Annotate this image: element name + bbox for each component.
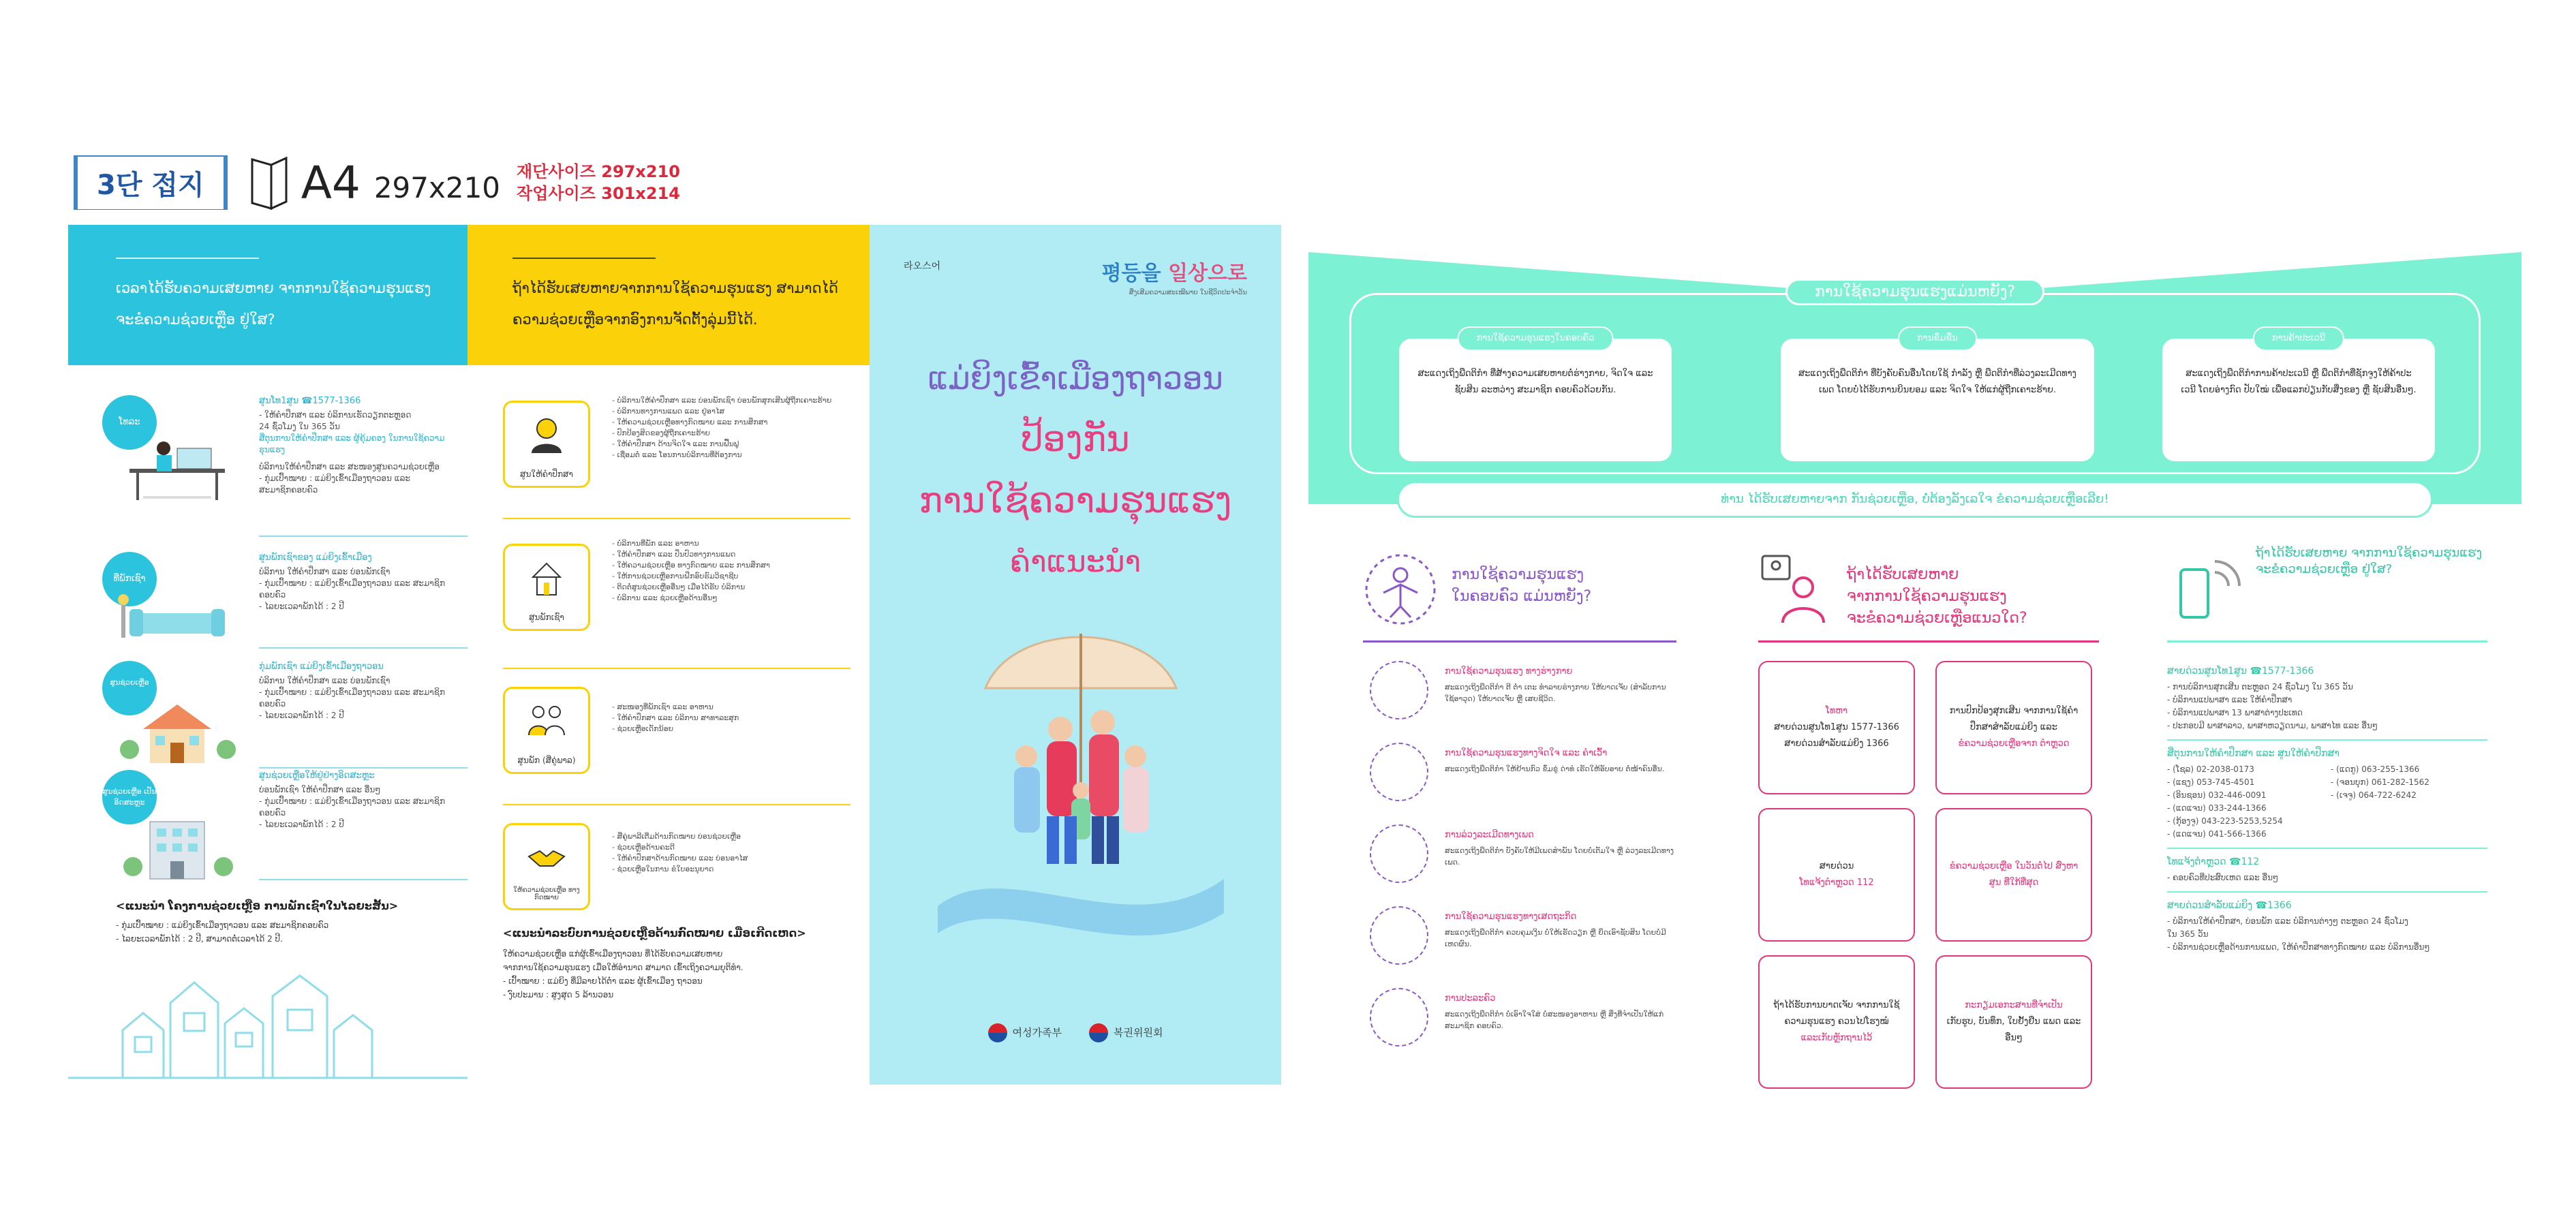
language-label: 라오스어 bbox=[904, 261, 941, 272]
service-independence: ສູນຊ່ວຍເຫຼືອ ເປັນອິດສະຫຼະ ສູນຊ່ວຍເຫຼືອໃຫ້ຢູ່ຢ່າງອິດສະຫຼະ ບ່ອນພັກເຊົາ ໃຫ້ຄຳປຶກສາ ແລະ ອື່ນໆ - ກຸ່ມເປົ້າໝາຍ : ແມ່ຍິງເຂົ້າເມືອງຖາວອນ ແລະ ສະມາຊິກຄອບຄົວ - ໄລຍະເວລາພັກໄດ້ : 2 ປີ bbox=[102, 770, 443, 893]
cover-title: ແມ່ຍິງເຂົ້າເມືອງຖາວອນ ປ້ອງກັນ ການໃຊ້ຄວາມຮຸນແຮງ ຄຳແນະນຳ bbox=[919, 360, 1232, 579]
phone-signal-icon bbox=[2167, 552, 2242, 627]
shelter-house-icon: ສູນພັກເຊົາ bbox=[503, 544, 590, 631]
type-neglect: ການປະລະຄົວ ສະແດງເຖິງພືດຕິກຳ ບໍ່ເອົາໃຈໃສ່ ບໍ່ສະໜອງອາຫານ ຫຼື ສິ່ງທີ່ຈຳເປັນໃຫ້ແກ່ສະມາຊິກ ຄອບຄົວ. bbox=[1363, 988, 1676, 1056]
help-box-documents: ກະກຽມເອກະສານທີ່ຈຳເປັນ ເກັບຮູບ, ບັນທຶກ, ໃບຢັ້ງຢືນ ແພດ ແລະ ອື່ນໆ bbox=[1935, 955, 2092, 1089]
trifold-icon bbox=[251, 155, 288, 210]
short-stay-note: <ແນະນຳ ໂຄງການຊ່ວຍເຫຼືອ ການພັກເຊົາໃນໄລຍະສັ້ນ> - ກຸ່ມເປົ້າໝາຍ : ແມ່ຍິງເຂົ້າເມືອງຖາວອນ ແລະ ສະມາຊິກຄອບຄົວ - ໄລຍະເວລາພັກໄດ້ : 2 ປີ, ສາມາດຕໍ່ເວລາໄດ້ 2 ປີ. bbox=[116, 899, 399, 944]
desk-worker-illustration bbox=[116, 428, 239, 503]
sexual-violence-icon bbox=[1370, 824, 1428, 883]
counselor-icon: ສູນໃຫ້ຄຳປຶກສາ bbox=[503, 401, 590, 488]
legal-support-note: <ແນະນຳລະບົບການຊ່ວຍເຫຼືອດ້ານກົດໝາຍ ເມື່ອເກີດເຫດ> ໃຫ້ຄວາມຊ່ວຍເຫຼືອ ແກ່ຜູ້ເຂົ້າເມືອງຖາວອນ ທີ່ໄດ້ຮັບຄວາມເສຍຫາຍ ຈາກການໃຊ້ຄວາມຮຸນແຮງ ເມື່ອໃຫ້ອຳນາດ ສາມາດ ເຂົ້າເຖິງຄວາມຍຸຕິທຳ. - ເປົ້າໝາຍ : ແມ່ຍິງ ທີ່ມີລາຍໄດ້ຕ່ຳ ແລະ ຜູ້ເຂົ້າເມືອງ ຖາວອນ - ງົບປະມານ : ສູງສຸດ 5 ລ້ານວອນ bbox=[503, 927, 806, 1000]
houses-line-art bbox=[68, 948, 467, 1085]
panel-where-to-get-help bbox=[68, 225, 467, 1085]
economic-violence-icon bbox=[1370, 906, 1428, 965]
service-shelter: ທີ່ພັກເຊົາ ສູນພັກເຊົາຂອງ ແມ່ຍິງເຂົ້າເມືອງ ບໍລິການ ໃຫ້ຄຳປຶກສາ ແລະ ບ່ອນພັກເຊົາ - ກຸ່ມເປົ້າໝາຍ : ແມ່ຍິງເຂົ້າເມືອງຖາວອນ ແລະ ສະມາຊິກຄອບຄົວ - ໄລຍະເວລາພັກໄດ້ : 2 ປີ bbox=[102, 552, 443, 661]
inner-sheet bbox=[1308, 225, 2521, 1085]
type-physical: ການໃຊ້ຄວາມຮຸນແຮງ ທາງຮ່າງກາຍ ສະແດງເຖິງພືດຕິກຳ ຕີ ຕໍ່າ ເຕະ ທຳລາຍຮ່າງກາຍ ໃຫ້ບາດເຈັບ (ສຳລັບການ ໃຊ້ອາວຸດ) ໃຫ້ບາດເຈັບ ຫຼື ເສຍຊີວິດ. bbox=[1363, 661, 1676, 729]
how-to-get-help: ຖ້າໄດ້ຮັບເສຍຫາຍ ຈາກການໃຊ້ຄວາມຮຸນແຮງ ຈະຂໍຄວາມຊ່ວຍເຫຼືອແນວໃດ? ໂທຫາ ສາຍດ່ວນສູນໂທ1ສູນ 1577-1366 ສາຍດ່ວນສຳລັບແມ່ຍິງ 1366 ການປົກປ້ອງສຸກເສີນ ຈາກການໃຊ້ຄຳ ປຶກສາສຳລັບແມ່ຍິງ ແລະ ຂໍຄວາມຊ່ວຍເຫຼືອຈາກ ຕຳຫຼວດ ສາຍດ່ວນ ໂທແຈ້ງຕຳຫຼວດ 112 ຂໍຄວາມຊ່ວຍເຫຼືອ ໃນວັນຕໍ່ໄປ ສົ່ງຫາ ສູນ ທີ່ໃກ້ທີ່ສຸດ ຖ້າໄດ້ຮັບການບາດເຈັບ ຈາກການໃຊ້ ຄວາມຮຸນແຮງ ຄວນໄປໂຮງໝໍ ແລະເກັບຫຼັກຖານໄວ້ ກະກຽມເອກະສານທີ່ຈຳເປັນ ເກັບຮູບ, ບັນທຶກ, ໃບຢັ້ງຢືນ ແພດ ແລະ ອື່ນໆ bbox=[1758, 545, 2099, 642]
panel2-header: ຖ້າໄດ້ຮັບເສຍຫາຍຈາກການໃຊ້ຄວາມຮຸນແຮງ ສາມາດໄດ້ຄວາມຊ່ວຍເຫຼືອຈາກອົງການຈັດຕັ້ງລຸ່ມນີ້ໄດ້. bbox=[467, 225, 870, 365]
card-sexual-violence: ການຂົ່ມຂືນ ສະແດງເຖິງພືດຕິກຳ ທີ່ບັງຄັບຄົນອື່ນໂດຍໃຊ້ ກຳລັງ ຫຼື ພືດຕິກຳທີ່ລ່ວງລະເມີດທາງເພດ ໂດຍບໍ່ໄດ້ຮັບການຍິນຍອມ ແລະ ຈິດໃຈ ໃຫ້ແກ່ຜູ້ຖືກເຄາະຮ້າຍ. bbox=[1781, 339, 2094, 461]
ministry-logos: 여성가족부 복권위원회 bbox=[870, 1023, 1281, 1042]
service-group-home: ສູນຊ່ວຍເຫຼືອ ກຸ່ມພັກເຊົາ ແມ່ຍິງເຂົ້າເມືອງຖາວອນ ບໍລິການ ໃຫ້ຄຳປຶກສາ ແລະ ບ່ອນພັກເຊົາ - ກຸ່ມເປົ້າໝາຍ : ແມ່ຍິງເຂົ້າເມືອງຖາວອນ ແລະ ສະມາຊິກຄອບຄົວ - ໄລຍະເວລາພັກໄດ້ : 2 ປີ bbox=[102, 661, 443, 777]
paper-size: A4 bbox=[301, 156, 361, 209]
definition-frame: ການໃຊ້ຄວາມຮຸນແຮງແມ່ນຫຍັງ? ການໃຊ້ຄວາມຮຸນແຮງໃນຄອບຄົວ ສະແດງເຖິງພືດຕິກຳ ທີ່ສ້າງຄວາມເສຍຫາຍຕໍ່ຮ່າງກາຍ, ຈິດໃຈ ແລະ ຊັບສິນ ລະຫວ່າງ ສະມາຊິກ ຄອບຄົວດ້ວຍກັນ. ການຂົ່ມຂືນ ສະແດງເຖິງພືດຕິກຳ ທີ່ບັງຄັບຄົນອື່ນໂດຍໃຊ້ ກຳລັງ ຫຼື ພືດຕິກຳທີ່ລ່ວງລະເມີດທາງເພດ ໂດຍບໍ່ໄດ້ຮັບການຍິນຍອມ ແລະ ຈິດໃຈ ໃຫ້ແກ່ຜູ້ຖືກເຄາະຮ້າຍ. ການຄ້າປະເວນີ ສະແດງເຖິງພືດຕິກຳການຄ້າປະເວນີ ຫຼື ພືດຕິກຳທີ່ຊັກຈູງໃຫ້ຄ້າປະເວນີ ໂດຍອ່າງກົດ ປັບໃໝ່ ເພື່ອແລກປ່ຽນກັບສິ່ງຂອງ ຫຼື ຊັບສິນອື່ນໆ. bbox=[1349, 293, 2481, 474]
independence-badge-icon: ສູນຊ່ວຍເຫຼືອ ເປັນອິດສະຫຼະ bbox=[102, 770, 157, 824]
handshake-icon: ໃຫ້ຄວາມຊ່ວຍເຫຼືອ ທາງກົດໝາຍ bbox=[503, 823, 590, 910]
lottery-seal-icon bbox=[1089, 1023, 1108, 1042]
help-box-hospital: ຖ້າໄດ້ຮັບການບາດເຈັບ ຈາກການໃຊ້ ຄວາມຮຸນແຮງ ຄວນໄປໂຮງໝໍ ແລະເກັບຫຼັກຖານໄວ້ bbox=[1758, 955, 1915, 1089]
contact-directory: ຖ້າໄດ້ຮັບເສຍຫາຍ ຈາກການໃຊ້ຄວາມຮຸນແຮງ ຈະຂໍຄວາມຊ່ວຍເຫຼືອ ຢູ່ໃສ? ສາຍດ່ວນສູນໂທ1ສູນ ☎1577-1366 - ການບໍລິການສຸກເສີນ ຕະຫຼອດ 24 ຊົ່ວໂມງ ໃນ 365 ວັນ - ບໍລິການແປພາສາ ແລະ ໃຫ້ຄຳປຶກສາ - ບໍລິການແປພາສາ 13 ພາສາຕ່າງປະເທດ - ປະກອບມີ ພາສາລາວ, ພາສາຫວຽດນາມ, ພາສາໄທ ແລະ ອື່ນໆ ສີ່ຕຸນການໃຫ້ຄຳປຶກສາ ແລະ ສູນໃຫ້ຄຳປຶກສາ - (ໂຊລ) 02-2038-0173 - (ແຊງ) 053-745-4501 - (ອິນຊອນ) 032-446-0091 - (ແດແຈນ) 033-244-1366 - (ກຸ້ອງຈູ) 043-223-5253,5254 - (ແດແຈນ) 041-566-1366 - (ແດກູ) 063-255-1366 - (ຈອນບຸກ) 061-282-1562 - (ເຈຈູ) 064-722-6242 ໂທແຈ້ງຕຳຫຼວດ ☎112 - ຄອບຄົວທີ່ປະສົບເຫດ ແລະ ອື່ນໆ ສາຍດ່ວນສຳລັບແມ່ຍິງ ☎1366 - ບໍລິການໃຫ້ຄຳປຶກສາ, ບ່ອນພັກ ແລະ ບໍລິການຕ່າງໆ ຕະຫຼອດ 24 ຊົ່ວໂມງ ໃນ 365 ວັນ - ບໍລິການຊ່ວຍເຫຼືອດ້ານການແພດ, ໃຫ້ຄຳປຶກສາທາງກົດໝາຍ ແລະ ບໍລິການອື່ນໆ bbox=[2167, 545, 2487, 642]
shelter-badge-icon: ທີ່ພັກເຊົາ bbox=[102, 552, 157, 606]
type-economic: ການໃຊ້ຄວາມຮຸນແຮງທາງເສດຖະກິດ ສະແດງເຖິງພືດຕິກຳ ຄວບຄຸມເງິນ ບໍ່ໃຫ້ເຮັດວຽກ ຫຼື ຍຶດເອົາຊັບສິນ ໂດຍບໍ່ມີເຫດຜົນ. bbox=[1363, 906, 1676, 974]
panel-organizations bbox=[467, 225, 870, 1085]
type-emotional: ການໃຊ້ຄວາມຮຸນແຮງທາງຈິດໃຈ ແລະ ຄຳເວົ້າ ສະແດງເຖິງພືດຕິກຳ ໃຫ້ຢ້ານກົວ ຂົ່ມຂູ່ ດ່າທໍ ເຮັດໃຫ້ອັບອາຍ ຕໍ່ໜ້າຄົນອື່ນ. bbox=[1363, 743, 1676, 811]
panel1-header: ເວລາໄດ້ຮັບຄວາມເສຍຫາຍ ຈາກການໃຊ້ຄວາມຮຸນແຮງ ຈະຂໍຄວາມຊ່ວຍເຫຼືອ ຢູ່ໃສ? bbox=[68, 225, 467, 365]
help-box-center: ຂໍຄວາມຊ່ວຍເຫຼືອ ໃນວັນຕໍ່ໄປ ສົ່ງຫາ ສູນ ທີ່ໃກ້ທີ່ສຸດ bbox=[1935, 808, 2092, 942]
phone-badge-icon: ໂທລະ bbox=[102, 395, 157, 450]
service-hotline: ໂທລະ ສູນໂທ1ສູນ ☎1577-1366 - ໃຫ້ຄຳປຶກສາ ແລະ ບໍລິການເຮັດວຽກຕະຫຼອດ 24 ຊົ່ວໂມງ ໃນ 365 ວັນ ສີ່ຕຸນການໃຫ້ຄຳປຶກສາ ແລະ ຜູ້ຄຸ້ມຄອງ ໃນການໃຊ້ຄວາມຮຸນແຮງ ບໍລິການໃຫ້ຄຳປຶກສາ ແລະ ສະໜອງສູນຄວາມຊ່ວຍເຫຼືອ - ກຸ່ມເປົ້າໝາຍ : ແມ່ຍິງເຂົ້າເມືອງຖາວອນ ແລະ ສະມາຊິກຄອບຄົວ bbox=[102, 395, 443, 531]
distressed-person-icon bbox=[1363, 552, 1438, 627]
person-alert-icon bbox=[1758, 552, 1833, 627]
neglect-icon bbox=[1370, 988, 1428, 1047]
org-family-shelter: ສູນພັກ (ສີ່ຄູ່ພາລ) - ສະໜອງທີ່ພັກເຊົາ ແລະ ອາຫານ - ໃຫ້ຄຳປຶກສາ ແລະ ບໍລິການ ສາທາລະສຸກ - ຊ່ວຍເຫຼືອເດັກນ້ອຍ bbox=[503, 681, 850, 790]
paper-dimensions: 297x210 bbox=[373, 170, 501, 204]
type-sexual: ການລ່ວງລະເມີດທາງເພດ ສະແດງເຖິງພືດຕິກຳ ບັງຄັບໃຫ້ມີເພດສຳພັນ ໂດຍບໍ່ເຕັມໃຈ ຫຼື ລ່ວງລະເມີດທາງເພດ. bbox=[1363, 824, 1676, 893]
org-legal-aid: ໃຫ້ຄວາມຊ່ວຍເຫຼືອ ທາງກົດໝາຍ - ສີ່ຄູ່ພາລີເຕີ່ມດ້ານກົດໝາຍ ບ່ອນຊ່ວຍເຫຼືອ - ຊ່ວຍເຫຼືອດ້ານຄະດີ - ໃຫ້ຄຳປຶກສາດ້ານກົດໝາຍ ແລະ ບ່ອນອາໄສ - ຊ່ວຍເຫຼືອໃນການ ຂໍໃບອະນຸຍາດ bbox=[503, 818, 850, 927]
help-box-protection: ການປົກປ້ອງສຸກເສີນ ຈາກການໃຊ້ຄຳ ປຶກສາສຳລັບແມ່ຍິງ ແລະ ຂໍຄວາມຊ່ວຍເຫຼືອຈາກ ຕຳຫຼວດ bbox=[1935, 661, 2092, 794]
regional-phone-list: - (ໂຊລ) 02-2038-0173 - (ແຊງ) 053-745-4501 - (ອິນຊອນ) 032-446-0091 - (ແດແຈນ) 033-244-1366 - (ກຸ້ອງຈູ) 043-223-5253,5254 - (ແດແຈນ) 041-566-1366 - (ແດກູ) 063-255-1366 - (ຈອນບຸກ) 061-282-1562 - (ເຈຈູ) 064-722-6242 bbox=[2167, 764, 2429, 839]
house-illustration bbox=[116, 695, 239, 770]
print-spec bbox=[74, 155, 680, 210]
group-home-badge-icon: ສູນຊ່ວຍເຫຼືອ bbox=[102, 661, 157, 715]
umbrella-family-illustration bbox=[924, 593, 1238, 947]
campaign-logo: 평등을 일상으로 ສີ່ງເສີມຄວາມສະເໝີພາບ ໃນຊີວິດປະຈຳວັນ bbox=[1101, 262, 1247, 296]
cut-sizes: 재단사이즈 297x210 작업사이즈 301x214 bbox=[517, 162, 680, 203]
card-prostitution: ການຄ້າປະເວນີ ສະແດງເຖິງພືດຕິກຳການຄ້າປະເວນີ ຫຼື ພືດຕິກຳທີ່ຊັກຈູງໃຫ້ຄ້າປະເວນີ ໂດຍອ່າງກົດ ປັບໃໝ່ ເພື່ອແລກປ່ຽນກັບສິ່ງຂອງ ຫຼື ຊັບສິນອື່ນໆ. bbox=[2162, 339, 2435, 461]
emotional-violence-icon bbox=[1370, 743, 1428, 801]
org-counseling-center: ສູນໃຫ້ຄຳປຶກສາ - ບໍລິການໃຫ້ຄຳປຶກສາ ແລະ ບ່ອນພັກເຊົາ ບ່ອນພັກສຸກເສີນຜູ້ຖືກເຄາະຮ້າຍ - ບໍລິການທາງການແພດ ແລະ ຢູ່ອາໄສ - ໃຫ້ຄວາມຊ່ວຍເຫຼືອທາງກົດໝາຍ ແລະ ການສຶກສາ - ປົກປ້ອງສິດຂອງຜູ້ຖືກເຄາະຮ້າຍ - ໃຫ້ຄຳປຶກສາ ດ້ານຈິດໃຈ ແລະ ການຟື້ນຟູ - ເຊື່ອມຕໍ່ ແລະ ໂອນການບໍລິການທີ່ຕ້ອງການ bbox=[503, 395, 850, 504]
ministry-seal-icon bbox=[988, 1023, 1007, 1042]
sofa-illustration bbox=[116, 593, 239, 647]
cover-panel bbox=[870, 225, 1281, 1085]
family-icon: ສູນພັກ (ສີ່ຄູ່ພາລ) bbox=[503, 687, 590, 774]
help-box-call: ໂທຫາ ສາຍດ່ວນສູນໂທ1ສູນ 1577-1366 ສາຍດ່ວນສຳລັບແມ່ຍິງ 1366 bbox=[1758, 661, 1915, 794]
encourage-banner: ທ່ານ ໄດ້ຮັບເສຍຫາຍຈາກ ກັນຊ່ວຍເຫຼືອ, ບໍ່ຕ້ອງລັງເລໃຈ ຂໍຄວາມຊ່ວຍເຫຼືອເລີຍ! bbox=[1397, 481, 2433, 518]
card-domestic-violence: ການໃຊ້ຄວາມຮຸນແຮງໃນຄອບຄົວ ສະແດງເຖິງພືດຕິກຳ ທີ່ສ້າງຄວາມເສຍຫາຍຕໍ່ຮ່າງກາຍ, ຈິດໃຈ ແລະ ຊັບສິນ ລະຫວ່າງ ສະມາຊິກ ຄອບຄົວດ້ວຍກັນ. bbox=[1399, 339, 1672, 461]
domestic-violence-types: ການໃຊ້ຄວາມຮຸນແຮງ ໃນຄອບຄົວ ແມ່ນຫຍັງ? ການໃຊ້ຄວາມຮຸນແຮງ ທາງຮ່າງກາຍ ສະແດງເຖິງພືດຕິກຳ ຕີ ຕໍ່າ ເຕະ ທຳລາຍຮ່າງກາຍ ໃຫ້ບາດເຈັບ (ສຳລັບການ ໃຊ້ອາວຸດ) ໃຫ້ບາດເຈັບ ຫຼື ເສຍຊີວິດ. ການໃຊ້ຄວາມຮຸນແຮງທາງຈິດໃຈ ແລະ ຄຳເວົ້າ ສະແດງເຖິງພືດຕິກຳ ໃຫ້ຢ້ານກົວ ຂົ່ມຂູ່ ດ່າທໍ ເຮັດໃຫ້ອັບອາຍ ຕໍ່ໜ້າຄົນອື່ນ. ການລ່ວງລະເມີດທາງເພດ ສະແດງເຖິງພືດຕິກຳ ບັງຄັບໃຫ້ມີເພດສຳພັນ ໂດຍບໍ່ເຕັມໃຈ ຫຼື ລ່ວງລະເມີດທາງເພດ. ການໃຊ້ຄວາມຮຸນແຮງທາງເສດຖະກິດ ສະແດງເຖິງພືດຕິກຳ ຄວບຄຸມເງິນ ບໍ່ໃຫ້ເຮັດວຽກ ຫຼື ຍຶດເອົາຊັບສິນ ໂດຍບໍ່ມີເຫດຜົນ. ການປະລະຄົວ ສະແດງເຖິງພືດຕິກຳ ບໍ່ເອົາໃຈໃສ່ ບໍ່ສະໜອງອາຫານ ຫຼື ສິ່ງທີ່ຈຳເປັນໃຫ້ແກ່ສະມາຊິກ ຄອບຄົວ. bbox=[1363, 545, 1676, 642]
building-illustration bbox=[116, 808, 239, 883]
help-box-police: ສາຍດ່ວນ ໂທແຈ້ງຕຳຫຼວດ 112 bbox=[1758, 808, 1915, 942]
org-shelter: ສູນພັກເຊົາ - ບໍລິການທີ່ພັກ ແລະ ອາຫານ - ໃຫ້ຄຳປຶກສາ ແລະ ປິ່ນປົວທາງການແພດ - ໃຫ້ຄວາມຊ່ວຍເຫຼືອ ທາງກົດໝາຍ ແລະ ການສຶກສາ - ໃຫ້ການຊ່ວຍເຫຼືອການຝຶກອົບຮົມວິຊາຊີບ - ຕິດຕໍ່ສູນຊ່ວຍເຫຼືອອື່ນໆ ເມື່ອໄດ້ຮັບ ບໍລິການ - ບໍລິການ ແລະ ຊ່ວຍເຫຼືອດ້ານອື່ນໆ bbox=[503, 538, 850, 647]
fold-badge: 3단 접지 bbox=[74, 155, 228, 210]
physical-violence-icon bbox=[1370, 661, 1428, 719]
